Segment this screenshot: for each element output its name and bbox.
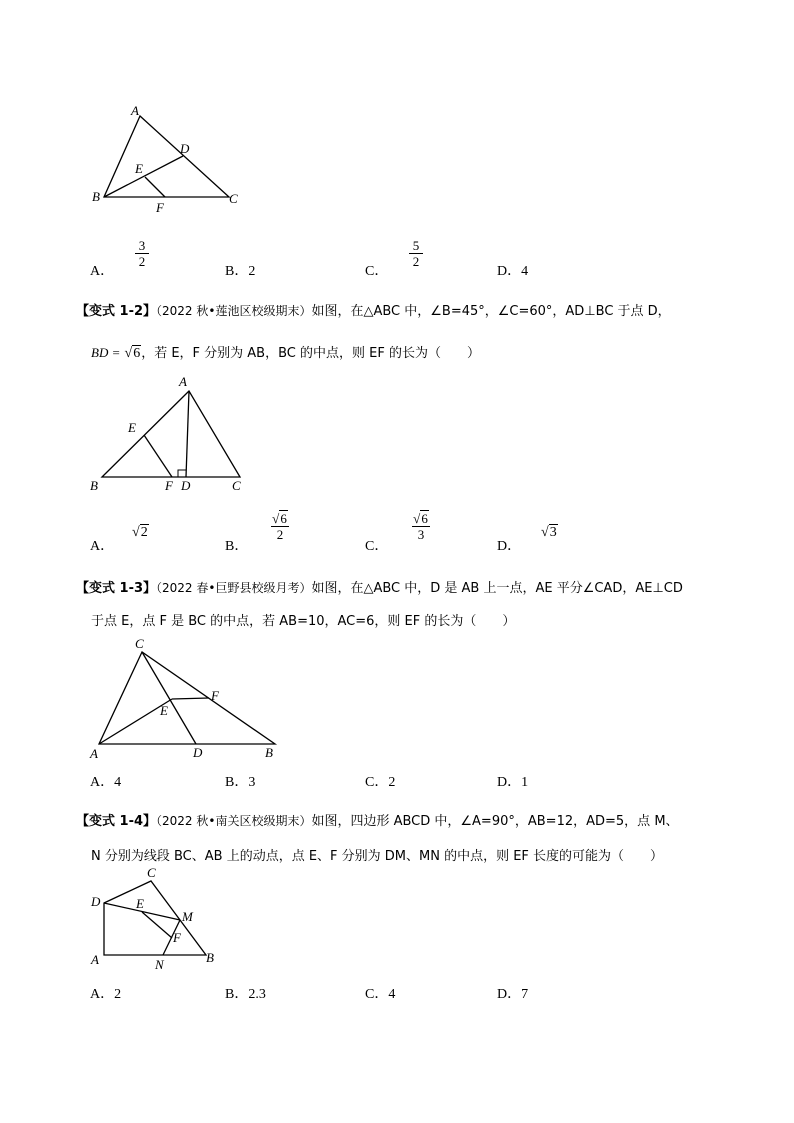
fig2-triangle-abc (102, 391, 240, 477)
q4-source: （2022 秋•南关区校级期末） (156, 814, 312, 828)
q2-bd-label: BD = (91, 345, 121, 360)
q2-option-a-value: √2 (132, 525, 148, 540)
fig1-label-c: C (229, 191, 238, 206)
q1-option-a-fraction (131, 239, 153, 268)
fig2-label-a: A (179, 374, 187, 389)
q1-option-c-numerator: 5 (412, 238, 420, 253)
fig1-label-e: E (135, 161, 143, 176)
q2-option-d-label[interactable]: D． (497, 539, 522, 554)
fig2-altitude-ad (186, 391, 189, 477)
fig1-label-f: F (156, 200, 164, 215)
fig2-label-b: B (90, 478, 98, 493)
fig4-label-m: M (182, 909, 193, 924)
fig3-segment-ef (172, 698, 209, 699)
q2-line2-text: ，若 E，F 分别为 AB，BC 的中点，则 EF 的长为（ ） (141, 346, 480, 361)
q2-option-b-label[interactable]: B． (225, 539, 249, 554)
fig4-segment-ef (142, 912, 172, 938)
fig1-label-a: A (131, 103, 139, 118)
fig3-label-b: B (265, 745, 273, 760)
q4-option-b[interactable]: B．2.3 (225, 987, 266, 1002)
fig2-label-d: D (181, 478, 191, 493)
q3-line1-text: 如图，在△ABC 中，D 是 AB 上一点，AE 平分∠CAD，AE⊥CD (311, 581, 683, 596)
q2-option-b-numerator-radicand: 6 (280, 511, 287, 526)
fig4-label-c: C (147, 865, 156, 880)
fig3-label-f: F (211, 688, 219, 703)
figure-2-triangle (0, 370, 794, 495)
q4-line1-text: 如图，四边形 ABCD 中，∠A=90°，AB=12，AD=5，点 M、 (311, 814, 679, 829)
q2-line2: BD = √6，若 E，F 分别为 AB，BC 的中点，则 EF 的长为（ ） (91, 345, 480, 361)
fig4-label-d: D (91, 894, 101, 909)
q1-option-b[interactable]: B．2 (225, 264, 256, 279)
q3-line1 (76, 577, 683, 596)
q1-option-d[interactable]: D．4 (497, 264, 529, 279)
fig1-segment-bd (104, 156, 183, 197)
fig2-label-c: C (232, 478, 241, 493)
q1-option-a-label[interactable]: A． (90, 264, 115, 279)
fig1-label-b: B (92, 189, 100, 204)
fig2-segment-ef (144, 435, 172, 477)
q4-option-a[interactable]: A．2 (90, 987, 122, 1002)
fig4-label-f: F (173, 930, 181, 945)
q1-option-c-label[interactable]: C． (365, 264, 389, 279)
fig1-label-d: D (180, 141, 190, 156)
q2-source: （2022 秋•莲池区校级期末） (156, 304, 312, 318)
fig3-label-a: A (90, 746, 98, 761)
fig2-label-e: E (128, 420, 136, 435)
q2-option-c-numerator-radicand: 6 (421, 511, 428, 526)
q4-line2-text: N 分别为线段 BC、AB 上的动点，点 E、F 分别为 DM、MN 的中点，则 EF 长度的可能为（ ） (91, 849, 664, 864)
fig4-label-n: N (155, 957, 164, 972)
fig4-label-b: B (206, 950, 214, 965)
q2-tag: 【变式 1-2】 (76, 304, 157, 319)
fig2-right-angle-mark (178, 470, 186, 477)
q3-source: （2022 春•巨野县校级月考） (156, 581, 312, 595)
q3-option-c[interactable]: C．2 (365, 775, 396, 790)
q4-tag: 【变式 1-4】 (76, 814, 157, 829)
q3-option-d[interactable]: D．1 (497, 775, 529, 790)
fig4-label-e: E (136, 896, 144, 911)
figure-4-quadrilateral (0, 860, 794, 975)
fig3-label-d: D (193, 745, 203, 760)
q3-line2-text: 于点 E，点 F 是 BC 的中点，若 AB=10，AC=6，则 EF 的长为（ ） (91, 614, 516, 629)
q3-option-b[interactable]: B．3 (225, 775, 256, 790)
q2-option-c-fraction: √6 3 (408, 512, 434, 541)
figure-3-triangle (0, 630, 794, 765)
q3-line2 (91, 610, 515, 629)
q2-option-d-radicand: 3 (549, 525, 557, 540)
fig1-triangle-abc (104, 116, 229, 197)
q3-tag: 【变式 1-3】 (76, 581, 157, 596)
q1-option-c-fraction (405, 239, 427, 268)
fig4-label-a: A (91, 952, 99, 967)
figure-1-triangle (0, 0, 794, 215)
q2-bd-radicand: 6 (133, 346, 141, 361)
fig2-label-f: F (165, 478, 173, 493)
q1-option-a-numerator: 3 (138, 238, 146, 253)
fig1-segment-ef (145, 177, 165, 197)
q2-line1 (76, 300, 671, 319)
fig3-label-e: E (160, 703, 168, 718)
q3-option-a[interactable]: A．4 (90, 775, 122, 790)
q4-line1 (76, 810, 679, 829)
q2-option-c-label[interactable]: C． (365, 539, 389, 554)
q1-option-a-denominator: 2 (138, 254, 146, 269)
q2-option-c-denominator: 3 (417, 527, 425, 542)
q2-option-b-fraction: √6 2 (267, 512, 293, 541)
q1-option-c-denominator: 2 (412, 254, 420, 269)
q2-option-b-denominator: 2 (276, 527, 284, 542)
fig3-label-c: C (135, 636, 144, 651)
q2-line1-text: 如图，在△ABC 中，∠B=45°，∠C=60°，AD⊥BC 于点 D， (311, 304, 671, 319)
q2-option-a-label[interactable]: A． (90, 539, 115, 554)
q2-option-d-value: √3 (541, 525, 557, 540)
q2-option-a-radicand: 2 (140, 525, 148, 540)
q4-option-d[interactable]: D．7 (497, 987, 529, 1002)
q4-option-c[interactable]: C．4 (365, 987, 396, 1002)
